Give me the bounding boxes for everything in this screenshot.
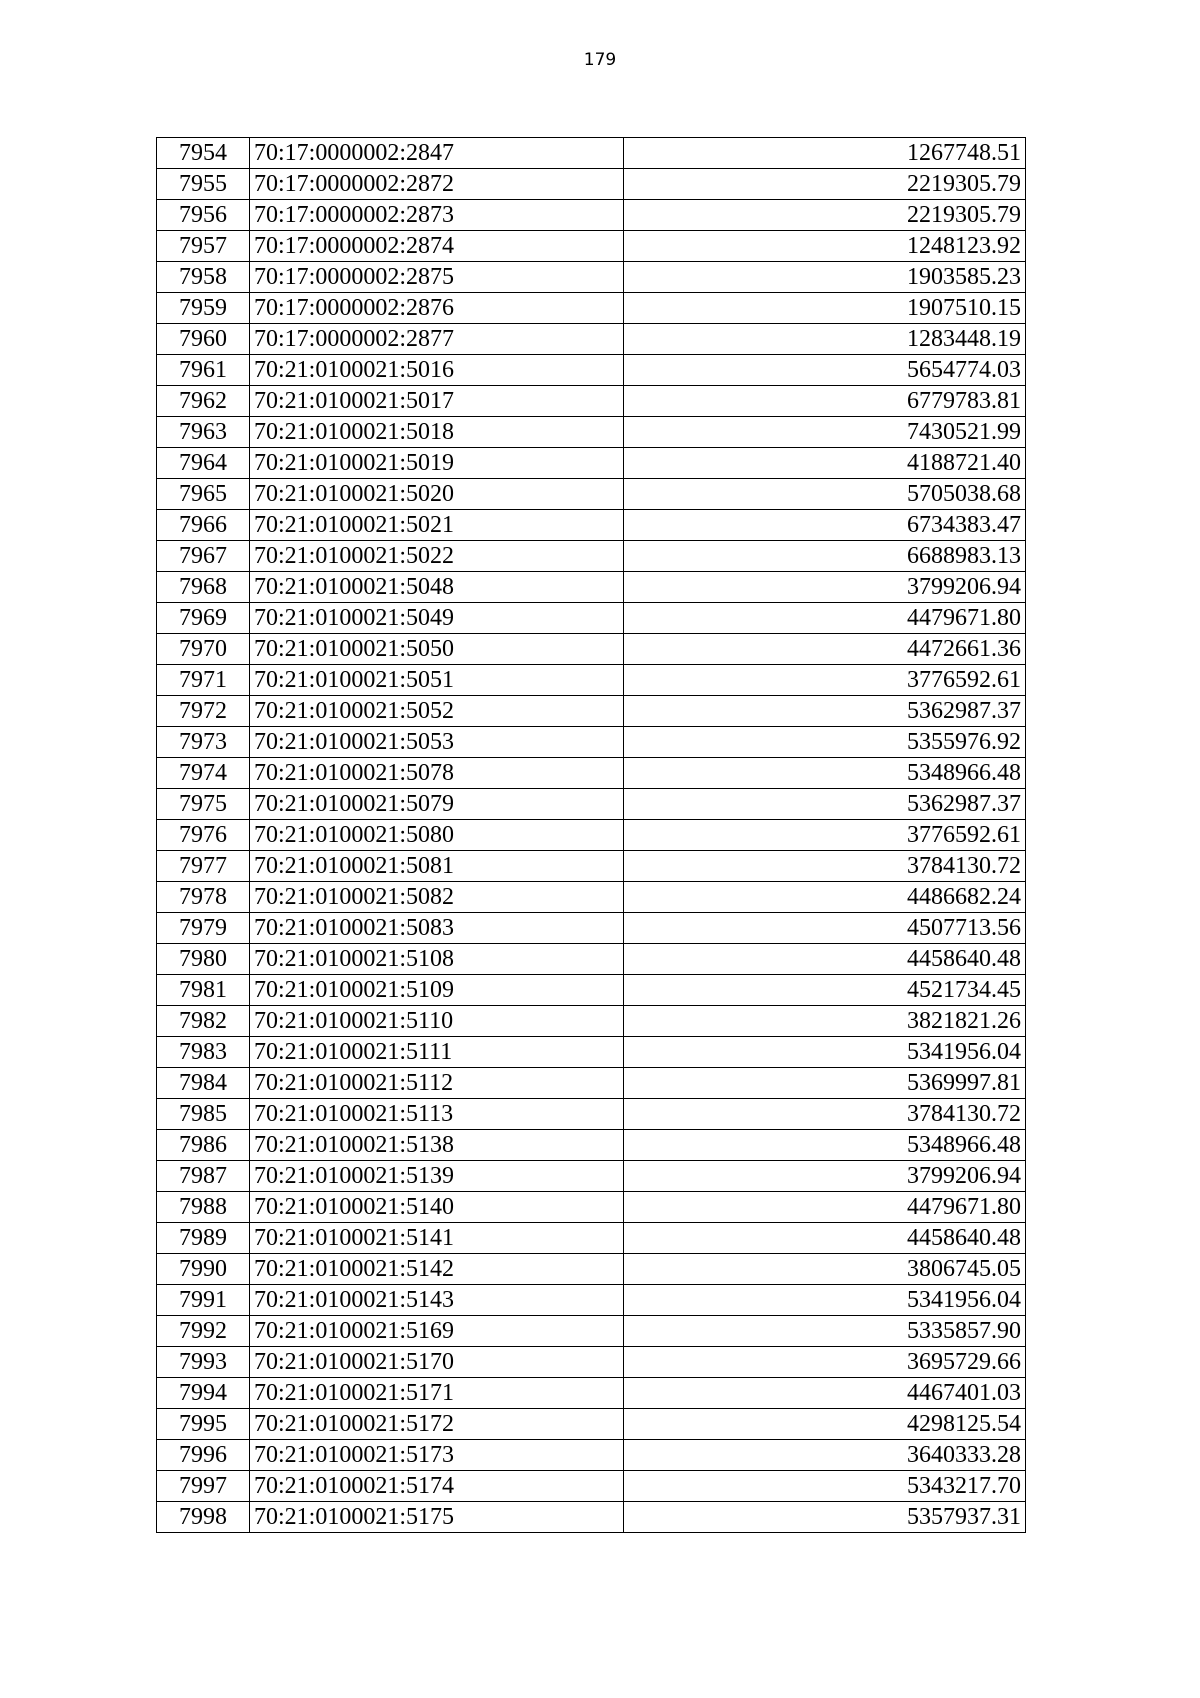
table-row — [157, 231, 1026, 262]
cadastral-number-cell: 70:17:0000002:2873 — [250, 200, 624, 231]
cadastral-value-cell: 1903585.23 — [624, 262, 1026, 293]
table-row — [157, 1161, 1026, 1192]
cadastral-number-cell: 70:21:0100021:5079 — [250, 789, 624, 820]
row-number-cell: 7956 — [157, 200, 250, 231]
table-row — [157, 820, 1026, 851]
cadastral-value-cell: 3806745.05 — [624, 1254, 1026, 1285]
cadastral-value-cell: 5369997.81 — [624, 1068, 1026, 1099]
table-row — [157, 1316, 1026, 1347]
table-row — [157, 1099, 1026, 1130]
table-row — [157, 386, 1026, 417]
cadastral-number-cell: 70:21:0100021:5112 — [250, 1068, 624, 1099]
table-row — [157, 1068, 1026, 1099]
table-row — [157, 262, 1026, 293]
cadastral-value-cell: 3784130.72 — [624, 1099, 1026, 1130]
cadastral-number-cell: 70:21:0100021:5139 — [250, 1161, 624, 1192]
cadastral-value-cell: 5355976.92 — [624, 727, 1026, 758]
cadastral-value-cell: 5705038.68 — [624, 479, 1026, 510]
row-number-cell: 7959 — [157, 293, 250, 324]
cadastral-number-cell: 70:21:0100021:5138 — [250, 1130, 624, 1161]
table-row — [157, 355, 1026, 386]
table-row — [157, 324, 1026, 355]
table-row — [157, 1254, 1026, 1285]
row-number-cell: 7984 — [157, 1068, 250, 1099]
cadastral-number-cell: 70:21:0100021:5021 — [250, 510, 624, 541]
cadastral-number-cell: 70:21:0100021:5052 — [250, 696, 624, 727]
row-number-cell: 7971 — [157, 665, 250, 696]
cadastral-number-cell: 70:21:0100021:5048 — [250, 572, 624, 603]
cadastral-value-cell: 1248123.92 — [624, 231, 1026, 262]
table-row — [157, 913, 1026, 944]
cadastral-number-cell: 70:17:0000002:2875 — [250, 262, 624, 293]
row-number-cell: 7985 — [157, 1099, 250, 1130]
row-number-cell: 7988 — [157, 1192, 250, 1223]
cadastral-value-cell: 4521734.45 — [624, 975, 1026, 1006]
row-number-cell: 7997 — [157, 1471, 250, 1502]
row-number-cell: 7987 — [157, 1161, 250, 1192]
cadastral-value-cell: 5357937.31 — [624, 1502, 1026, 1533]
row-number-cell: 7977 — [157, 851, 250, 882]
table-row — [157, 1378, 1026, 1409]
table-row — [157, 541, 1026, 572]
table-row — [157, 293, 1026, 324]
cadastral-number-cell: 70:21:0100021:5049 — [250, 603, 624, 634]
cadastral-number-cell: 70:21:0100021:5143 — [250, 1285, 624, 1316]
table-row — [157, 169, 1026, 200]
cadastral-value-cell: 7430521.99 — [624, 417, 1026, 448]
cadastral-value-cell: 6734383.47 — [624, 510, 1026, 541]
cadastral-value-cell: 1907510.15 — [624, 293, 1026, 324]
table-row — [157, 417, 1026, 448]
cadastral-value-cell: 4298125.54 — [624, 1409, 1026, 1440]
cadastral-value-cell: 1267748.51 — [624, 138, 1026, 169]
cadastral-number-cell: 70:21:0100021:5172 — [250, 1409, 624, 1440]
table-row — [157, 1192, 1026, 1223]
cadastral-number-cell: 70:21:0100021:5142 — [250, 1254, 624, 1285]
row-number-cell: 7986 — [157, 1130, 250, 1161]
cadastral-value-cell: 4188721.40 — [624, 448, 1026, 479]
cadastral-number-cell: 70:21:0100021:5169 — [250, 1316, 624, 1347]
cadastral-number-cell: 70:21:0100021:5018 — [250, 417, 624, 448]
row-number-cell: 7972 — [157, 696, 250, 727]
table-row — [157, 479, 1026, 510]
cadastral-value-cell: 4458640.48 — [624, 944, 1026, 975]
cadastral-value-cell: 5362987.37 — [624, 789, 1026, 820]
table-row — [157, 603, 1026, 634]
cadastral-number-cell: 70:21:0100021:5020 — [250, 479, 624, 510]
row-number-cell: 7958 — [157, 262, 250, 293]
row-number-cell: 7970 — [157, 634, 250, 665]
row-number-cell: 7993 — [157, 1347, 250, 1378]
cadastral-number-cell: 70:21:0100021:5111 — [250, 1037, 624, 1068]
table-row — [157, 1471, 1026, 1502]
cadastral-value-cell: 5362987.37 — [624, 696, 1026, 727]
table-row — [157, 1409, 1026, 1440]
row-number-cell: 7982 — [157, 1006, 250, 1037]
cadastral-value-cell: 3799206.94 — [624, 1161, 1026, 1192]
table-row — [157, 882, 1026, 913]
table-row — [157, 634, 1026, 665]
cadastral-value-cell: 4467401.03 — [624, 1378, 1026, 1409]
cadastral-number-cell: 70:21:0100021:5110 — [250, 1006, 624, 1037]
cadastral-number-cell: 70:21:0100021:5174 — [250, 1471, 624, 1502]
table-row — [157, 1440, 1026, 1471]
cadastral-number-cell: 70:17:0000002:2874 — [250, 231, 624, 262]
cadastral-number-cell: 70:21:0100021:5141 — [250, 1223, 624, 1254]
row-number-cell: 7991 — [157, 1285, 250, 1316]
table-row — [157, 1037, 1026, 1068]
table-row — [157, 727, 1026, 758]
cadastral-number-cell: 70:21:0100021:5081 — [250, 851, 624, 882]
row-number-cell: 7981 — [157, 975, 250, 1006]
table-row — [157, 1502, 1026, 1533]
table-row — [157, 789, 1026, 820]
row-number-cell: 7969 — [157, 603, 250, 634]
row-number-cell: 7964 — [157, 448, 250, 479]
cadastral-number-cell: 70:21:0100021:5175 — [250, 1502, 624, 1533]
cadastral-value-cell: 1283448.19 — [624, 324, 1026, 355]
table-row — [157, 1223, 1026, 1254]
cadastral-number-cell: 70:17:0000002:2877 — [250, 324, 624, 355]
row-number-cell: 7996 — [157, 1440, 250, 1471]
table-row — [157, 758, 1026, 789]
row-number-cell: 7980 — [157, 944, 250, 975]
row-number-cell: 7967 — [157, 541, 250, 572]
cadastral-value-cell: 5654774.03 — [624, 355, 1026, 386]
table-row — [157, 510, 1026, 541]
cadastral-number-cell: 70:21:0100021:5108 — [250, 944, 624, 975]
row-number-cell: 7992 — [157, 1316, 250, 1347]
row-number-cell: 7957 — [157, 231, 250, 262]
cadastral-value-cell: 3640333.28 — [624, 1440, 1026, 1471]
cadastral-value-cell: 4507713.56 — [624, 913, 1026, 944]
cadastral-value-cell: 3776592.61 — [624, 820, 1026, 851]
cadastral-value-cell: 5348966.48 — [624, 758, 1026, 789]
cadastral-value-cell: 3799206.94 — [624, 572, 1026, 603]
cadastral-number-cell: 70:21:0100021:5017 — [250, 386, 624, 417]
row-number-cell: 7976 — [157, 820, 250, 851]
cadastral-value-cell: 5343217.70 — [624, 1471, 1026, 1502]
row-number-cell: 7963 — [157, 417, 250, 448]
cadastral-value-cell: 6688983.13 — [624, 541, 1026, 572]
cadastral-number-cell: 70:21:0100021:5173 — [250, 1440, 624, 1471]
table-row — [157, 851, 1026, 882]
table-row — [157, 572, 1026, 603]
row-number-cell: 7966 — [157, 510, 250, 541]
cadastral-value-cell: 3695729.66 — [624, 1347, 1026, 1378]
cadastral-number-cell: 70:21:0100021:5083 — [250, 913, 624, 944]
row-number-cell: 7968 — [157, 572, 250, 603]
table-row — [157, 138, 1026, 169]
row-number-cell: 7965 — [157, 479, 250, 510]
table-row — [157, 944, 1026, 975]
row-number-cell: 7994 — [157, 1378, 250, 1409]
page-number: 179 — [583, 50, 617, 70]
cadastral-number-cell: 70:21:0100021:5053 — [250, 727, 624, 758]
cadastral-number-cell: 70:21:0100021:5170 — [250, 1347, 624, 1378]
table-body — [157, 138, 1026, 1533]
cadastral-value-cell: 3776592.61 — [624, 665, 1026, 696]
table-row — [157, 1347, 1026, 1378]
cadastral-value-cell: 6779783.81 — [624, 386, 1026, 417]
row-number-cell: 7990 — [157, 1254, 250, 1285]
row-number-cell: 7998 — [157, 1502, 250, 1533]
row-number-cell: 7954 — [157, 138, 250, 169]
cadastral-value-cell: 5341956.04 — [624, 1285, 1026, 1316]
table-row — [157, 975, 1026, 1006]
cadastral-value-cell: 4472661.36 — [624, 634, 1026, 665]
row-number-cell: 7979 — [157, 913, 250, 944]
cadastral-value-cell: 4486682.24 — [624, 882, 1026, 913]
cadastral-value-cell: 4479671.80 — [624, 603, 1026, 634]
row-number-cell: 7978 — [157, 882, 250, 913]
row-number-cell: 7995 — [157, 1409, 250, 1440]
row-number-cell: 7962 — [157, 386, 250, 417]
cadastral-value-cell: 3784130.72 — [624, 851, 1026, 882]
cadastral-value-table — [156, 137, 1026, 1533]
cadastral-number-cell: 70:21:0100021:5140 — [250, 1192, 624, 1223]
cadastral-value-cell: 5341956.04 — [624, 1037, 1026, 1068]
cadastral-number-cell: 70:17:0000002:2872 — [250, 169, 624, 200]
row-number-cell: 7983 — [157, 1037, 250, 1068]
cadastral-value-cell: 4458640.48 — [624, 1223, 1026, 1254]
cadastral-number-cell: 70:21:0100021:5171 — [250, 1378, 624, 1409]
table-row — [157, 696, 1026, 727]
table-row — [157, 1130, 1026, 1161]
cadastral-number-cell: 70:21:0100021:5082 — [250, 882, 624, 913]
cadastral-value-cell: 2219305.79 — [624, 200, 1026, 231]
table-row — [157, 1006, 1026, 1037]
table-row — [157, 448, 1026, 479]
cadastral-number-cell: 70:21:0100021:5113 — [250, 1099, 624, 1130]
cadastral-number-cell: 70:21:0100021:5019 — [250, 448, 624, 479]
table-row — [157, 665, 1026, 696]
row-number-cell: 7974 — [157, 758, 250, 789]
row-number-cell: 7961 — [157, 355, 250, 386]
cadastral-number-cell: 70:21:0100021:5022 — [250, 541, 624, 572]
table-row — [157, 200, 1026, 231]
row-number-cell: 7989 — [157, 1223, 250, 1254]
cadastral-number-cell: 70:21:0100021:5080 — [250, 820, 624, 851]
cadastral-value-cell: 2219305.79 — [624, 169, 1026, 200]
cadastral-value-cell: 5348966.48 — [624, 1130, 1026, 1161]
table-row — [157, 1285, 1026, 1316]
cadastral-number-cell: 70:21:0100021:5078 — [250, 758, 624, 789]
cadastral-number-cell: 70:21:0100021:5051 — [250, 665, 624, 696]
cadastral-value-cell: 3821821.26 — [624, 1006, 1026, 1037]
cadastral-number-cell: 70:21:0100021:5109 — [250, 975, 624, 1006]
cadastral-value-cell: 4479671.80 — [624, 1192, 1026, 1223]
row-number-cell: 7960 — [157, 324, 250, 355]
row-number-cell: 7973 — [157, 727, 250, 758]
cadastral-number-cell: 70:21:0100021:5050 — [250, 634, 624, 665]
row-number-cell: 7955 — [157, 169, 250, 200]
cadastral-number-cell: 70:21:0100021:5016 — [250, 355, 624, 386]
cadastral-number-cell: 70:17:0000002:2847 — [250, 138, 624, 169]
row-number-cell: 7975 — [157, 789, 250, 820]
cadastral-value-cell: 5335857.90 — [624, 1316, 1026, 1347]
cadastral-number-cell: 70:17:0000002:2876 — [250, 293, 624, 324]
